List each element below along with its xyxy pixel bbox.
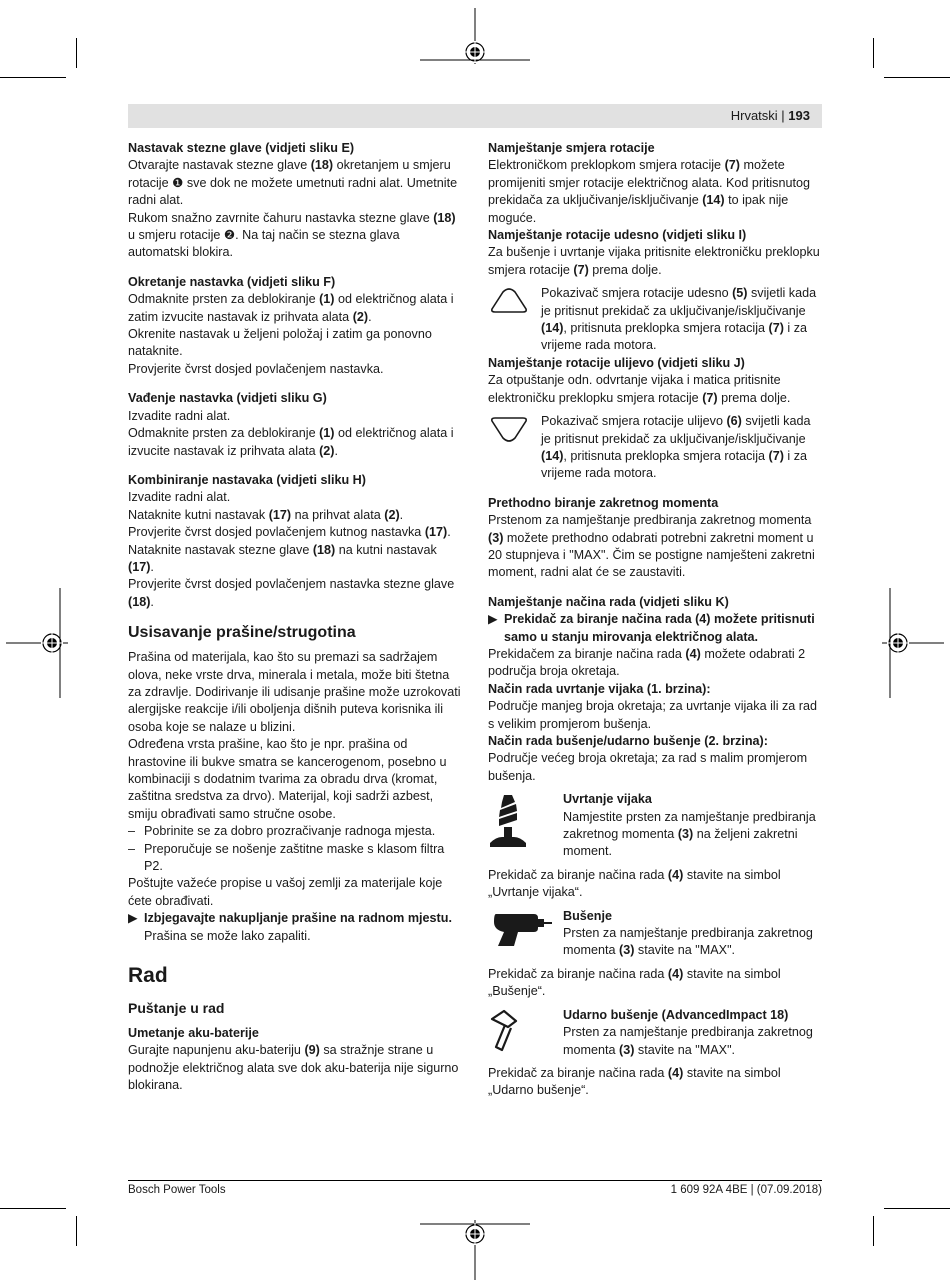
paragraph: Provjerite čvrst dosjed povlačenjem nastavka. [128,361,384,376]
paragraph: Prekidač za biranje načina rada (4) stavite na simbol „Bušenje“. [488,966,781,999]
paragraph: Područje manjeg broja okretaja; za uvrtanje vijaka ili za rad s velikim promjerom bušenja. [488,699,818,731]
paragraph: Područje većeg broja okretaja; za rad s malim promjerom bušenja. [488,751,808,783]
paragraph: Za bušenje i uvrtanje vijaka pritisnite elektroničku preklopku smjera rotacije (7) prema dolje. [488,245,820,277]
paragraph: Prstenom za namještanje predbiranja zakretnog momenta (3) možete prethodno odabrati potrebni zakretni moment u 20 stupnjeva i "MAX". Čim se postigne namješteni zakretni moment, radni alat će se zaustaviti. [488,513,815,580]
crop-mark [0,1208,66,1209]
paragraph: Odmaknite prsten za deblokiranje (1) od električnog alata i zatim izvucite nastavak iz prihvata alata (2). [128,292,454,324]
section-heading: Namještanje rotacije ulijevo (vidjeti sliku J) [488,355,745,370]
section-heading: Nastavak stezne glave (vidjeti sliku E) [128,141,355,155]
indicator-note: Pokazivač smjera rotacije udesno (5) svijetli kada je pritisnut prekidač za uključivanje/isključivanje (14), pritisnuta preklopka smjera rotacija (7) i za vrijeme rada motora. [488,285,822,355]
section-heading: Način rada bušenje/udarno bušenje (2. brzina): [488,734,768,748]
crop-mark [873,1216,874,1246]
section-title: Puštanje u rad [128,1000,225,1017]
registration-mark-icon [882,588,944,698]
paragraph: Provjerite čvrst dosjed povlačenjem kutnog nastavka (17). [128,525,451,540]
paragraph: Provjerite čvrst dosjed povlačenjem nastavka stezne glave (18). [128,577,455,609]
chapter-title: Rad [128,964,168,988]
paragraph: Okrenite nastavak u željeni položaj i zatim ga ponovno nataknite. [128,327,432,359]
paragraph: Odmaknite prsten za deblokiranje (1) od električnog alata i izvucite nastavak iz prihvata alata (2). [128,426,454,458]
section-heading: Okretanje nastavka (vidjeti sliku F) [128,274,336,289]
left-column [128,140,464,1095]
drilling-mode-icon [488,910,554,950]
paragraph: Prekidačem za biranje načina rada (4) možete odabrati 2 područja broja okretaja. [488,646,806,679]
paragraph: Prekidač za biranje načina rada (4) stavite na simbol „Uvrtanje vijaka“. [488,867,781,900]
paragraph: Nataknite nastavak stezne glave (18) na kutni nastavak (17). [128,542,437,574]
paragraph: Izvadite radni alat. [128,490,231,505]
section-heading: Kombiniranje nastavaka (vidjeti sliku H) [128,472,366,487]
footer-brand: Bosch Power Tools [128,1184,226,1196]
list-item: – Pobrinite se za dobro prozračivanje radnoga mjesta. [128,824,436,839]
crop-mark [76,1216,77,1246]
screwdriving-mode-icon [488,793,528,849]
paragraph: Poštujte važeće propise u vašoj zemlji za materijale koje ćete obrađivati. [128,876,443,908]
section-title: Usisavanje prašine/strugotina [128,624,356,642]
paragraph: Gurajte napunjenu aku-bateriju (9) sa stražnje strane u podnožje električnog alata sve dok aku-baterija nije sigurno blokirana. [128,1043,459,1093]
mode-symbol-block: Uvrtanje vijaka Namjestite prsten za namještanje predbiranja zakretnog momenta (3) na željeni zakretni moment. [488,791,822,861]
warning-item: ▶ Izbjegavajte nakupljanje prašine na radnom mjestu. Prašina se može lako zapaliti. [128,911,452,943]
section-heading: Umetanje aku-baterije [128,1026,259,1041]
crop-mark [884,1208,950,1209]
footer-rule [128,1180,822,1181]
registration-mark-icon [420,8,530,64]
crop-mark [884,77,950,78]
paragraph: Nataknite kutni nastavak (17) na prihvat alata (2). [128,507,404,522]
section-heading: Namještanje načina rada (vidjeti sliku K) [488,594,729,609]
crop-mark [76,38,77,68]
page-header [128,104,822,128]
crop-mark [873,38,874,68]
paragraph: Prekidač za biranje načina rada (4) stavite na simbol „Udarno bušenje“. [488,1065,781,1098]
paragraph: Za otpuštanje odn. odvrtanje vijaka i matica pritisnite elektroničku preklopku smjera rotacije (7) prema dolje. [488,373,791,405]
header-language: Hrvatski [730,108,778,123]
warning-item: ▶ Prekidač za biranje načina rada (4) možete pritisnuti samo u stanju mirovanja električnog alata. [488,612,815,644]
hammer-drilling-mode-icon [488,1009,528,1053]
indicator-note: Pokazivač smjera rotacije ulijevo (6) svijetli kada je pritisnut prekidač za uključivanje/isključivanje (14), pritisnuta preklopka smjera rotacija (7) i za vrijeme rada motora. [488,413,822,483]
section-heading: Način rada uvrtanje vijaka (1. brzina): [488,681,711,696]
paragraph: Prašina od materijala, kao što su premazi sa sadržajem olova, neke vrste drva, minerala i metala, može biti štetna za zdravlje. Dodirivanje ili udisanje prašine može uzrokovati alergijske reakcije i/ili oboljenja dišnih puteva korisnika ili osoba koje se nalaze u blizini. [128,650,461,734]
registration-mark-icon [6,588,68,698]
section-heading: Vađenje nastavka (vidjeti sliku G) [128,391,327,406]
section-heading: Namještanje rotacije udesno (vidjeti sliku I) [488,228,747,243]
rotation-left-indicator-icon [490,415,528,443]
section-heading: Namještanje smjera rotacije [488,141,655,155]
paragraph: Rukom snažno zavrnite čahuru nastavka stezne glave (18) u smjeru rotacije ❷. Na taj način se stezna glava automatski blokira. [128,210,456,260]
crop-mark [0,77,66,78]
page-number: 193 [788,108,810,123]
section-heading: Prethodno biranje zakretnog momenta [488,495,719,510]
mode-symbol-block: Udarno bušenje (AdvancedImpact 18) Prsten za namještanje predbiranja zakretnog momenta (3) stavite na "MAX". [488,1007,822,1059]
registration-mark-icon [420,1220,530,1280]
footer-doc-number: 1 609 92A 4BE | (07.09.2018) [670,1184,822,1196]
paragraph: Otvarajte nastavak stezne glave (18) okretanjem u smjeru rotacije ❶ sve dok ne možete umetnuti radni alat. Umetnite radni alat. [128,158,458,208]
rotation-right-indicator-icon [490,287,528,315]
right-column [488,140,822,1100]
mode-symbol-block: Bušenje Prsten za namještanje predbiranja zakretnog momenta (3) stavite na "MAX". [488,908,822,960]
paragraph: Određena vrsta prašine, kao što je npr. prašina od hrastovine ili bukve smatra se kancerogenom, posebno u kombinaciji s dodatnim tvarima za obradu drva (kromat, zaštitna sredstva za drvo). Materijal, koji sadrži azbest, smiju obrađivati samo stručne osobe. [128,737,447,821]
paragraph: Elektroničkom preklopkom smjera rotacije (7) možete promijeniti smjer rotacije električnog alata. Kod pritisnutog prekidača za uključivanje/isključivanje (14) to ipak nije moguće. [488,158,810,225]
paragraph: Izvadite radni alat. [128,408,231,423]
list-item: – Preporučuje se nošenje zaštitne maske s klasom filtra P2. [128,841,445,874]
header-text: Hrvatski | 193 [730,108,810,123]
